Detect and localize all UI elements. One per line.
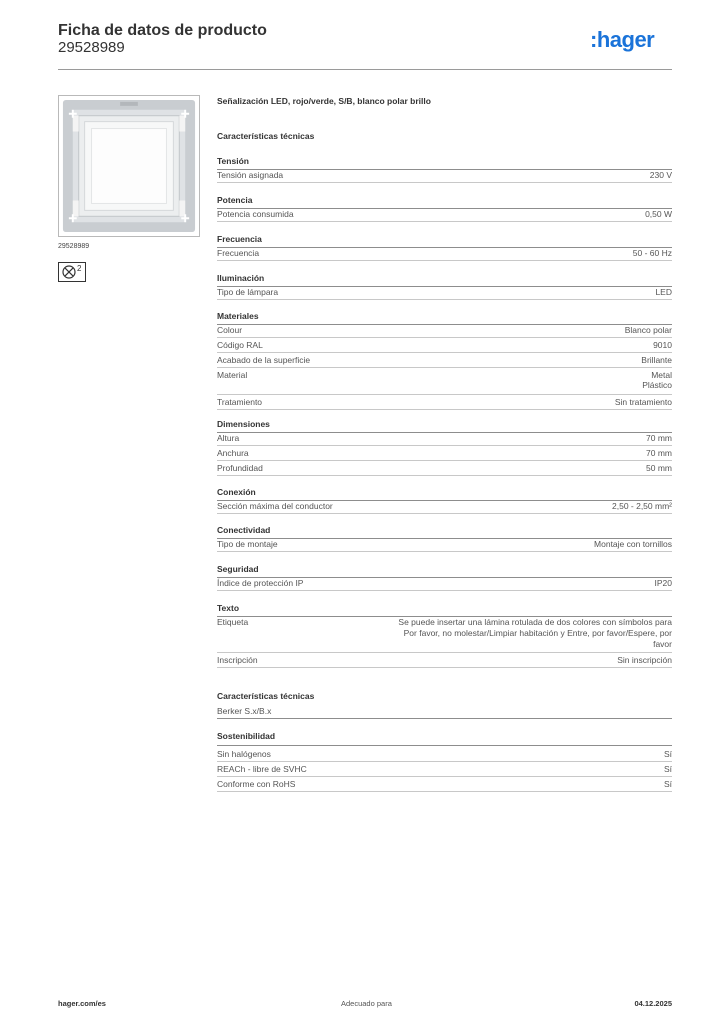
spec-key: Índice de protección IP xyxy=(217,578,304,588)
group-title: Texto xyxy=(217,603,672,617)
hager-logo-text: :hager xyxy=(590,28,655,52)
lamp-superscript: 2 xyxy=(77,264,82,273)
footer-website-link[interactable]: hager.com/es xyxy=(58,999,106,1008)
spec-key: Acabado de la superficie xyxy=(217,355,311,365)
spec-value: Montaje con tornillos xyxy=(594,539,672,549)
spec-key: Inscripción xyxy=(217,655,258,665)
spec-row xyxy=(217,539,672,552)
section-title-technical-2: Características técnicas xyxy=(217,691,315,701)
spec-key: Potencia consumida xyxy=(217,209,294,219)
spec-key: Sin halógenos xyxy=(217,749,271,759)
spec-row xyxy=(217,287,672,300)
spec-key: Material xyxy=(217,370,248,380)
group-title: Potencia xyxy=(217,195,672,209)
spec-row xyxy=(217,355,672,368)
spec-value: Se puede insertar una lámina rotulada de dos colores con símbolos para Por favor, no molestar/Limpiar habitación y Entre, por favor/Espere, por favor xyxy=(398,617,672,649)
group-title: Conexión xyxy=(217,487,672,501)
section-title-technical: Características técnicas xyxy=(217,131,315,141)
group-title: Frecuencia xyxy=(217,234,672,248)
group-title: Conectividad xyxy=(217,525,672,539)
spec-row xyxy=(217,397,672,410)
spec-value: Sí xyxy=(663,749,672,759)
spec-key: Profundidad xyxy=(217,463,263,473)
lamp-cross-icon xyxy=(58,262,86,282)
document-title: Ficha de datos de producto xyxy=(58,22,267,39)
spec-key: Tipo de lámpara xyxy=(217,287,279,297)
spec-value: 50 mm xyxy=(646,463,672,473)
spec-row xyxy=(217,448,672,461)
spec-row xyxy=(217,501,672,514)
spec-key: Sección máxima del conductor xyxy=(217,501,333,511)
spec-key: Berker S.x/B.x xyxy=(217,706,272,716)
spec-key: Tratamiento xyxy=(217,397,263,407)
spec-value: IP20 xyxy=(654,578,672,588)
spec-row xyxy=(217,617,672,653)
spec-key: Código RAL xyxy=(217,340,263,350)
spec-key: Altura xyxy=(217,433,240,443)
spec-row xyxy=(217,463,672,476)
footer-date: 04.12.2025 xyxy=(634,999,672,1008)
spec-value: Sin inscripción xyxy=(617,655,672,665)
spec-value: 70 mm xyxy=(646,448,672,458)
product-description: Señalización LED, rojo/verde, S/B, blanco polar brillo xyxy=(217,96,431,106)
product-id: 29528989 xyxy=(58,39,125,56)
spec-key: Tensión asignada xyxy=(217,170,284,180)
footer-center-text: Adecuado para xyxy=(341,999,392,1008)
group-title: Iluminación xyxy=(217,273,672,287)
image-caption-code: 29528989 xyxy=(58,243,90,250)
group-title: Dimensiones xyxy=(217,419,672,433)
spec-row xyxy=(217,340,672,353)
spec-row xyxy=(217,578,672,591)
spec-row xyxy=(217,749,672,762)
group-title: Tensión xyxy=(217,156,672,170)
spec-row xyxy=(217,779,672,792)
spec-key: Anchura xyxy=(217,448,249,458)
group-title: Materiales xyxy=(217,311,672,325)
spec-key: REACh - libre de SVHC xyxy=(217,764,307,774)
spec-row xyxy=(217,325,672,338)
spec-value: Metal Plástico xyxy=(642,370,672,390)
hager-logo xyxy=(590,28,672,52)
spec-row xyxy=(217,248,672,261)
product-image xyxy=(58,95,200,237)
spec-key: Etiqueta xyxy=(217,617,249,627)
spec-row xyxy=(217,433,672,446)
page-header xyxy=(58,22,672,70)
spec-value: LED xyxy=(655,287,672,297)
group-title-sustainability: Sostenibilidad xyxy=(217,731,672,746)
spec-key: Tipo de montaje xyxy=(217,539,278,549)
group-title: Seguridad xyxy=(217,564,672,578)
spec-key: Frecuencia xyxy=(217,248,260,258)
spec-value: Blanco polar xyxy=(624,325,672,335)
spec-value: 70 mm xyxy=(646,433,672,443)
spec-key: Colour xyxy=(217,325,243,335)
spec-value: 2,50 - 2,50 mm² xyxy=(612,501,672,511)
spec-value: 50 - 60 Hz xyxy=(632,248,672,258)
spec-value: 230 V xyxy=(649,170,672,180)
spec-row xyxy=(217,209,672,222)
spec-row xyxy=(217,706,672,719)
spec-value: 9010 xyxy=(653,340,672,350)
spec-row xyxy=(217,370,672,395)
spec-row xyxy=(217,170,672,183)
spec-row xyxy=(217,764,672,777)
spec-value: 0,50 W xyxy=(645,209,672,219)
spec-row xyxy=(217,655,672,668)
spec-value: Sí xyxy=(663,779,672,789)
spec-key: Conforme con RoHS xyxy=(217,779,296,789)
spec-value: Sí xyxy=(663,764,672,774)
spec-value: Brillante xyxy=(641,355,672,365)
spec-value: Sin tratamiento xyxy=(614,397,672,407)
